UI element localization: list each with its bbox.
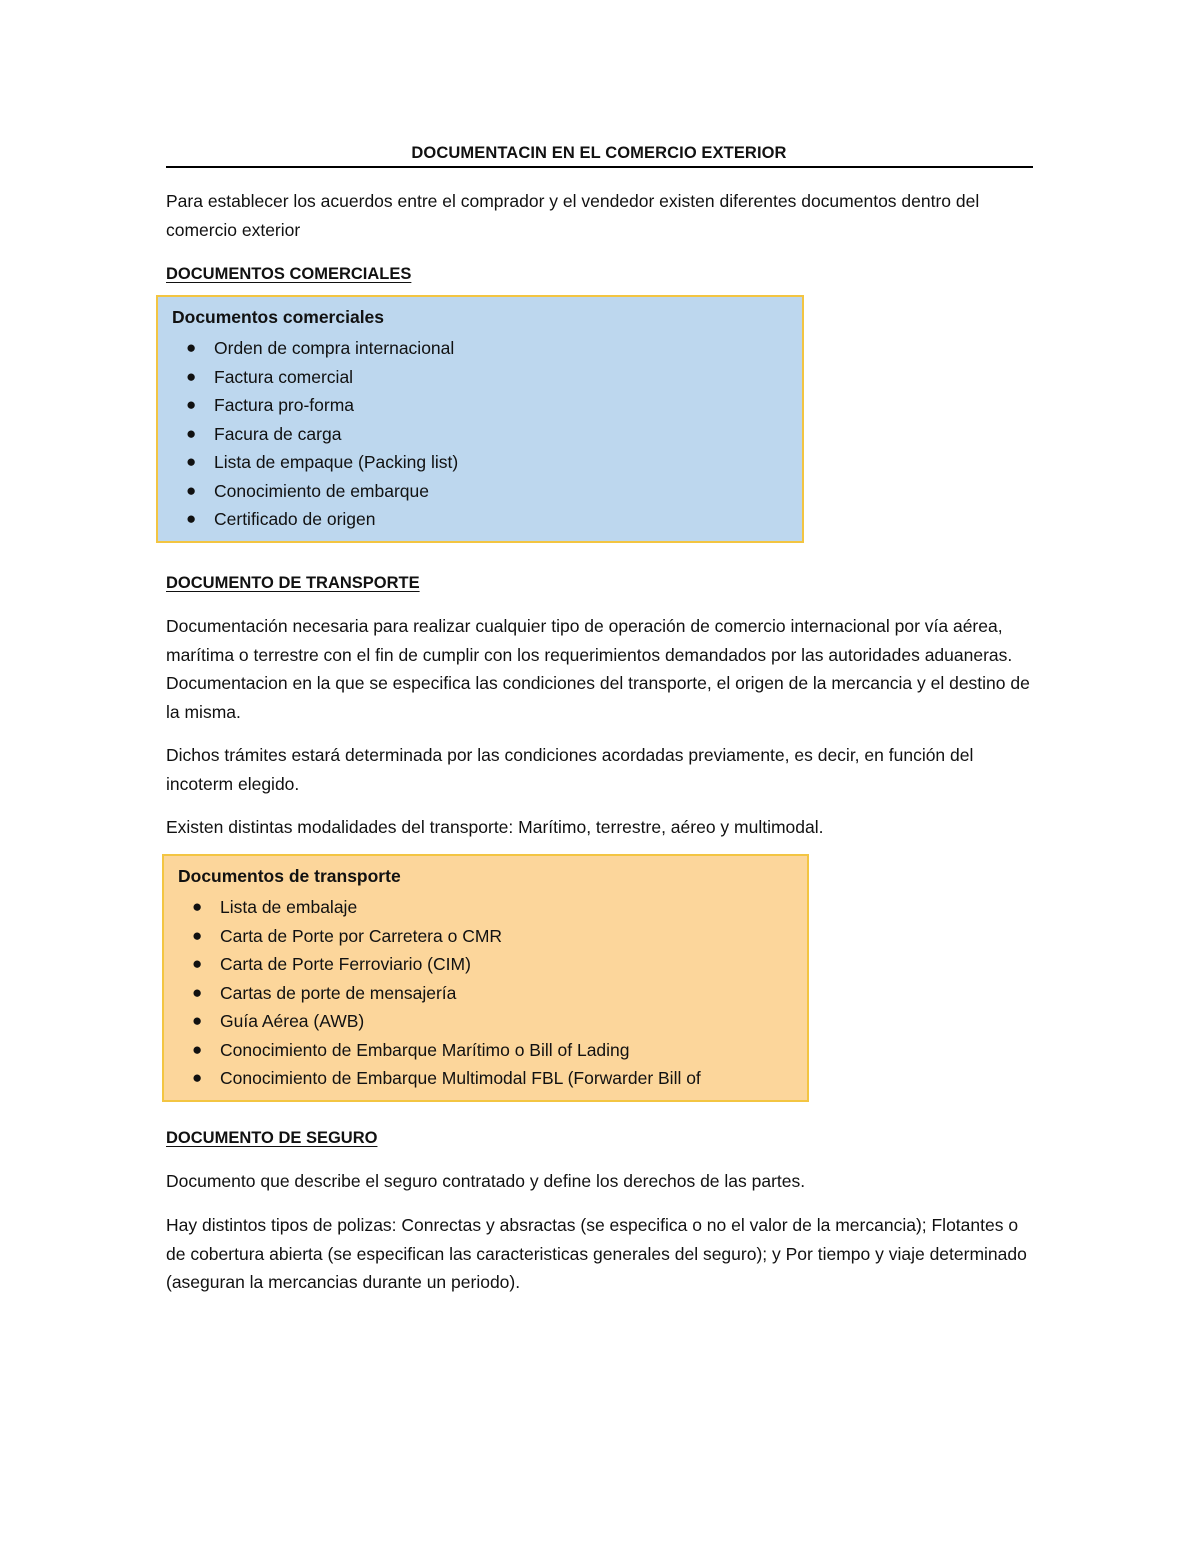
insurance-paragraph-1: Documento que describe el seguro contratado y define los derechos de las partes. — [166, 1171, 806, 1191]
list-item — [172, 505, 458, 534]
list-item-label: Carta de Porte Ferroviario (CIM) — [220, 954, 471, 974]
list-item-label: Conocimiento de embarque — [214, 480, 429, 501]
list-item — [178, 1007, 701, 1036]
transport-paragraph-3: Existen distintas modalidades del transporte: Marítimo, terrestre, aéreo y multimodal. — [166, 817, 824, 837]
bullet-icon: ● — [192, 1039, 203, 1059]
commercial-documents-box — [156, 295, 804, 543]
bullet-icon: ● — [186, 452, 197, 471]
document-title: DOCUMENTACIN EN EL COMERCIO EXTERIOR — [411, 144, 787, 162]
bullet-icon: ● — [186, 366, 197, 386]
bullet-icon: ● — [192, 954, 203, 973]
bullet-icon: ● — [192, 982, 203, 1002]
bullet-icon: ● — [192, 897, 203, 916]
transport-documents-box — [162, 854, 809, 1102]
list-item-label: Conocimiento de Embarque Marítimo o Bill of Lading — [220, 1039, 630, 1060]
transport-document-heading: DOCUMENTO DE TRANSPORTE — [166, 574, 420, 592]
list-item-label: Facura de carga — [214, 423, 342, 444]
transport-documents-list — [178, 893, 701, 1093]
list-item-label: Conocimiento de Embarque Multimodal FBL (Forwarder Bill of — [220, 1068, 701, 1088]
list-item-label: Factura comercial — [214, 366, 354, 387]
list-item-label: Cartas de porte de mensajería — [220, 982, 457, 1003]
commercial-documents-list — [172, 334, 458, 534]
list-item-label: Carta de Porte por Carretera o CMR — [220, 925, 503, 946]
list-item — [178, 950, 701, 979]
commercial-documents-heading: DOCUMENTOS COMERCIALES — [166, 265, 412, 283]
list-item-label: Guía Aérea (AWB) — [220, 1011, 365, 1031]
list-item-label: Orden de compra internacional — [214, 338, 455, 358]
insurance-document-heading: DOCUMENTO DE SEGURO — [166, 1129, 378, 1147]
transport-paragraph-2: Dichos trámites estará determinada por las condiciones acordadas previamente, es decir, en función del incoterm elegido. — [166, 745, 974, 794]
list-item — [172, 420, 458, 449]
list-item-label: Factura pro-forma — [214, 395, 355, 415]
list-item — [178, 1064, 701, 1093]
list-item — [172, 477, 458, 506]
bullet-icon: ● — [186, 338, 197, 357]
bullet-icon: ● — [192, 925, 203, 945]
list-item — [172, 363, 458, 392]
list-item-label: Certificado de origen — [214, 509, 376, 529]
bullet-icon: ● — [186, 423, 197, 443]
list-item — [172, 334, 458, 363]
intro-paragraph: Para establecer los acuerdos entre el comprador y el vendedor existen diferentes documentos dentro del comercio exterior — [166, 191, 980, 240]
bullet-icon: ● — [192, 1011, 203, 1030]
list-item — [172, 448, 458, 477]
list-item-label: Lista de embalaje — [220, 897, 358, 917]
list-item — [178, 893, 701, 922]
title-underline-rule — [166, 166, 1033, 168]
list-item — [178, 922, 701, 951]
list-item — [178, 1036, 701, 1065]
list-item — [178, 979, 701, 1008]
transport-box-title: Documentos de transporte — [178, 866, 401, 886]
list-item — [172, 391, 458, 420]
commercial-box-title: Documentos comerciales — [172, 307, 385, 327]
bullet-icon: ● — [186, 509, 197, 528]
insurance-paragraph-2: Hay distintos tipos de polizas: Conrectas y absractas (se especifica o no el valor de la mercancia); Flotantes o de cobertura abierta (se especifican las caracteristicas generales del seguro); y Por tiempo y viaje determinado (aseguran la mercancias durante un periodo). — [166, 1215, 1027, 1292]
bullet-icon: ● — [192, 1068, 203, 1087]
transport-paragraph-1: Documentación necesaria para realizar cualquier tipo de operación de comercio internacional por vía aérea, marítima o terrestre con el fin de cumplir con los requerimientos demandados por las autoridades aduaneras. Documentacion en la que se especifica las condiciones del transporte, el origen de la mercancia y el destino de la misma. — [166, 616, 1030, 722]
list-item-label: Lista de empaque (Packing list) — [214, 452, 459, 472]
bullet-icon: ● — [186, 395, 197, 414]
bullet-icon: ● — [186, 480, 197, 500]
